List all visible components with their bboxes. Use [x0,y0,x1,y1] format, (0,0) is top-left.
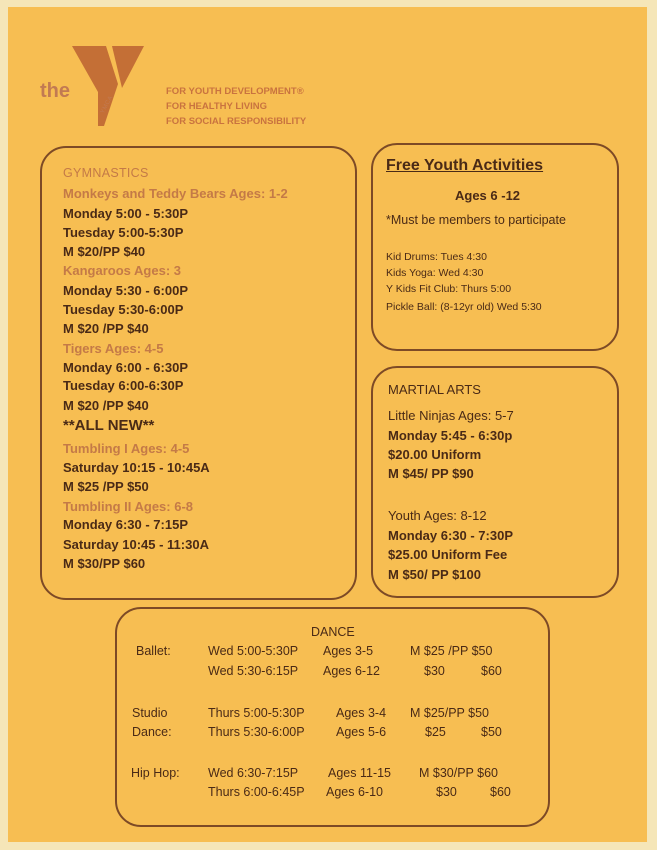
dance-price-program: $60 [490,785,511,799]
class-subheading: Tumbling II Ages: 6-8 [63,499,194,514]
logo-ymca-text: YMCA [100,94,115,115]
free-youth-item: Pickle Ball: (8-12yr old) Wed 5:30 [386,301,542,313]
martial-arts-box [371,366,619,598]
schedule-line: M $45/ PP $90 [388,466,474,481]
dance-price: M $25/PP $50 [410,706,489,720]
dance-price-program: $50 [481,725,502,739]
dance-style-label: Dance: [132,725,172,739]
schedule-line: Tuesday 5:00-5:30P [63,225,184,240]
class-subheading: Kangaroos Ages: 3 [63,263,181,278]
schedule-line: Saturday 10:45 - 11:30A [63,537,209,552]
dance-ages: Ages 6-10 [326,785,383,799]
class-subheading: Little Ninjas Ages: 5-7 [388,408,514,423]
dance-ages: Ages 3-4 [336,706,387,720]
schedule-line: Monday 5:00 - 5:30P [63,206,188,221]
dance-price-program: $60 [481,664,502,678]
class-subheading: Tumbling I Ages: 4-5 [63,441,190,456]
class-subheading: Monkeys and Teddy Bears Ages: 1-2 [63,186,288,201]
schedule-line: M $30/PP $60 [63,556,146,571]
schedule-line: Monday 6:30 - 7:30P [388,528,513,543]
dance-style-label: Ballet: [136,644,171,658]
all-new-label: **ALL NEW** [63,417,155,434]
schedule-line: Tuesday 6:00-6:30P [63,378,184,393]
dance-price-member: $25 [425,725,446,739]
tagline-line: FOR HEALTHY LIVING [166,101,267,112]
dance-ages: Ages 3-5 [323,644,374,658]
schedule-line: Monday 5:30 - 6:00P [63,283,188,298]
martial-arts-heading: MARTIAL ARTS [388,382,481,397]
dance-price-member: $30 [436,785,457,799]
dance-price-member: $30 [424,664,445,678]
dance-time: Thurs 5:30-6:00P [208,725,305,739]
class-subheading: Tigers Ages: 4-5 [63,341,164,356]
dance-price: M $30/PP $60 [419,766,498,780]
tagline-line: FOR SOCIAL RESPONSIBILITY [166,116,307,127]
dance-style-label: Studio [132,706,168,720]
logo-tagline [166,84,306,129]
dance-ages: Ages 5-6 [336,725,387,739]
dance-time: Wed 6:30-7:15P [208,766,299,780]
free-youth-title: Free Youth Activities [386,157,544,174]
tagline-line: FOR YOUTH DEVELOPMENT® [166,86,304,97]
schedule-line: Tuesday 5:30-6:00P [63,302,184,317]
free-youth-item: Kids Yoga: Wed 4:30 [386,267,484,279]
schedule-line: Monday 6:00 - 6:30P [63,360,188,375]
schedule-line: M $50/ PP $100 [388,567,481,582]
schedule-line: $20.00 Uniform [388,447,482,462]
schedule-line: M $20 /PP $40 [63,321,149,336]
dance-time: Thurs 5:00-5:30P [208,706,305,720]
free-youth-item: Y Kids Fit Club: Thurs 5:00 [386,283,512,295]
schedule-line: $25.00 Uniform Fee [388,547,508,562]
dance-title: DANCE [311,625,355,639]
dance-price: M $25 /PP $50 [410,644,493,658]
schedule-line: Saturday 10:15 - 10:45A [63,460,210,475]
schedule-line: Monday 6:30 - 7:15P [63,517,188,532]
free-youth-note: *Must be members to participate [386,213,566,227]
schedule-line: M $20 /PP $40 [63,398,149,413]
dance-style-label: Hip Hop: [131,766,180,780]
dance-ages: Ages 6-12 [323,664,380,678]
free-youth-ages: Ages 6 -12 [455,188,521,203]
free-youth-item: Kid Drums: Tues 4:30 [386,251,487,263]
dance-time: Wed 5:00-5:30P [208,644,299,658]
schedule-line: M $25 /PP $50 [63,479,149,494]
logo-the-text: the [40,80,70,102]
class-subheading: Youth Ages: 8-12 [388,508,487,523]
schedule-line: Monday 5:45 - 6:30p [388,428,513,443]
schedule-line: M $20/PP $40 [63,244,146,259]
dance-time: Wed 5:30-6:15P [208,664,299,678]
dance-time: Thurs 6:00-6:45P [208,785,305,799]
dance-ages: Ages 11-15 [328,766,392,780]
gymnastics-heading: GYMNASTICS [63,166,149,180]
y-mark-icon [68,42,148,127]
